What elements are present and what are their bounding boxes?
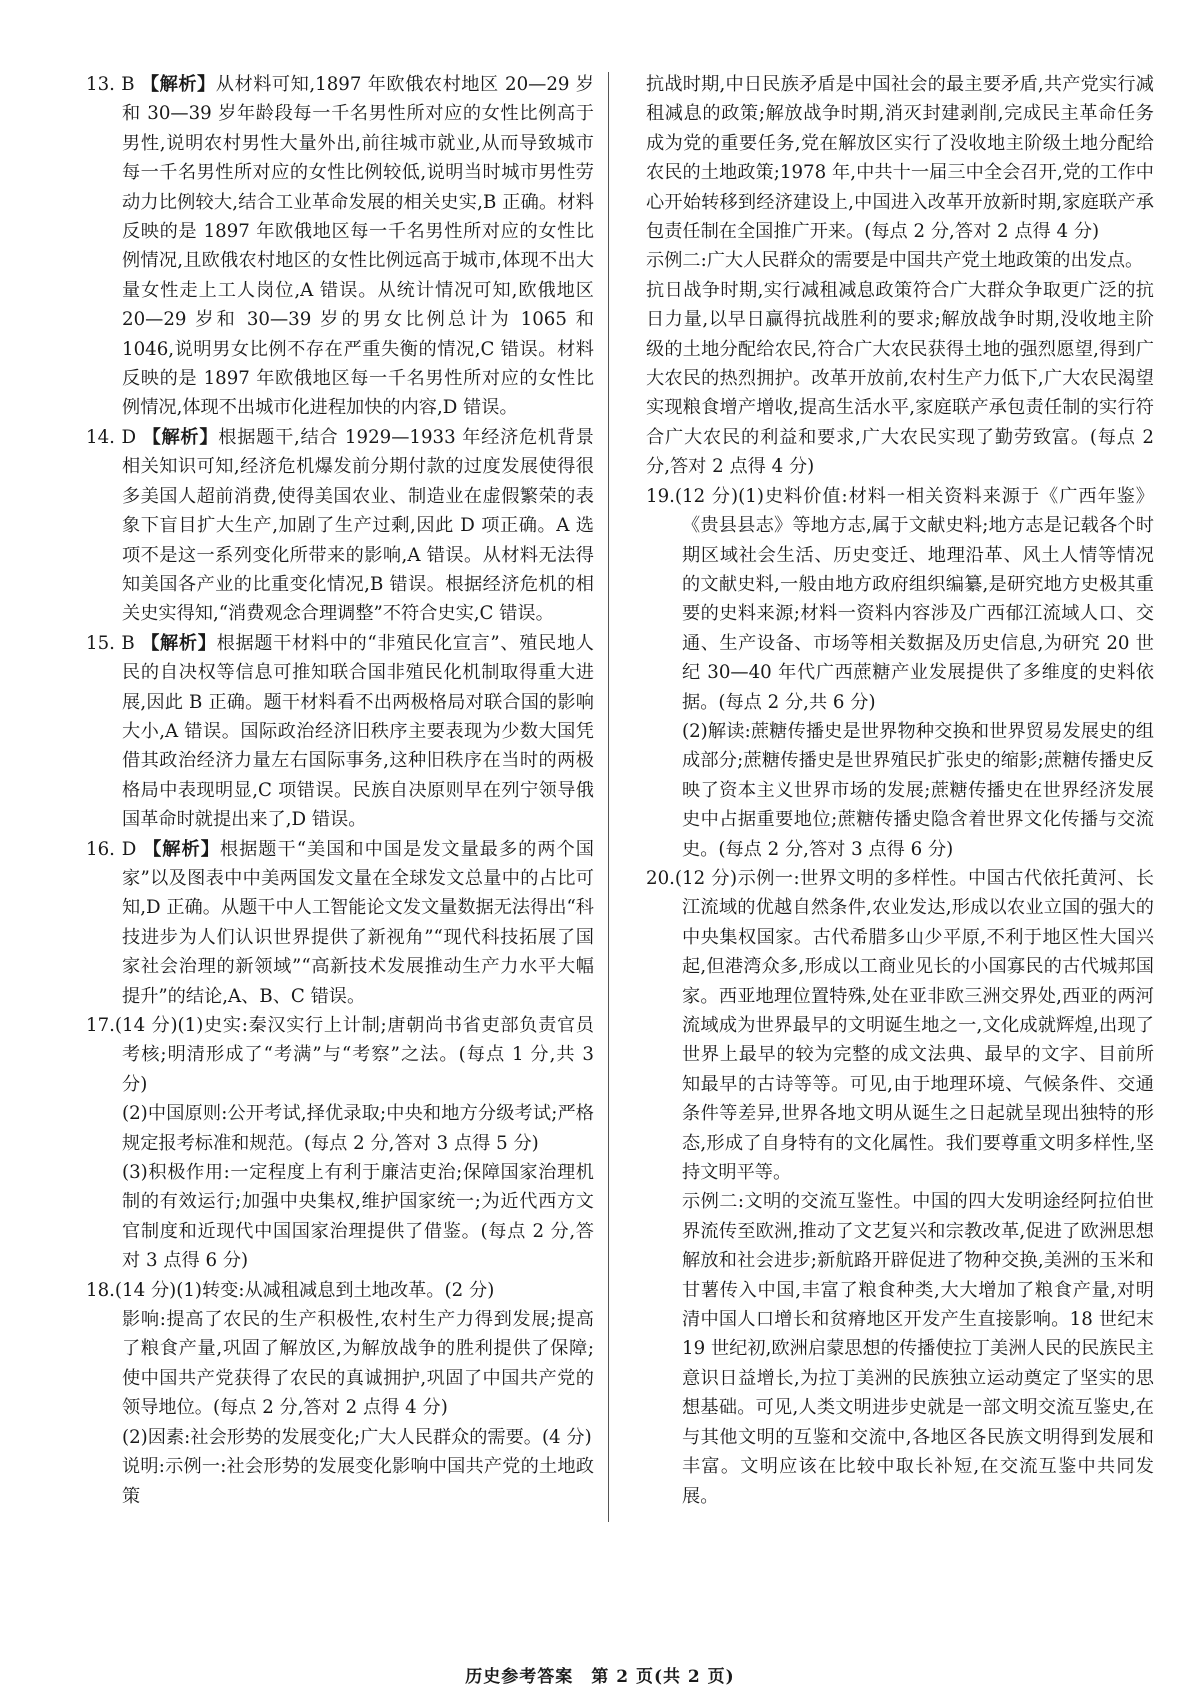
answer-15-tag: 【解析】 xyxy=(141,632,217,654)
answer-17-part-2: (2)中国原则:公开考试,择优录取;中央和地方分级考试;严格规定报考标准和规范。(每点 2 分,答对 3 点得 5 分) xyxy=(122,1103,594,1154)
answer-18-part-1: 18.(14 分)(1)转变:从减租减息到土地改革。(2 分) xyxy=(86,1279,495,1301)
answer-16-tag: 【解析】 xyxy=(143,838,220,860)
answer-19-part-2: (2)解读:蔗糖传播史是世界物种交换和世界贸易发展史的组成部分;蔗糖传播史是世界殖民扩张史的缩影;蔗糖传播史反映了资本主义世界市场的发展;蔗糖传播史在世界经济发展史中占据重要地位;蔗糖传播史隐含着世界文化传播与交流史。(每点 2 分,答对 3 点得 6 分) xyxy=(682,720,1154,860)
answer-20-example-2: 示例二:文明的交流互鉴性。中国的四大发明途经阿拉伯世界流传至欧洲,推动了文艺复兴和宗教改革,促进了欧洲思想解放和社会进步;新航路开辟促进了物种交换,美洲的玉米和甘薯传入中国,丰富了粮食种类,大大增加了粮食产量,对明清中国人口增长和贫瘠地区开发产生直接影响。18 世纪末 19 世纪初,欧洲启蒙思想的传播使拉丁美洲人民的民族民主意识日益增长,为拉丁美洲的民族独立运动奠定了坚实的思想基础。可见,人类文明进步史就是一部文明交流互鉴史,在与其他文明的互鉴和交流中,各地区各民族文明得到发展和丰富。文明应该在比较中取长补短,在交流互鉴中共同发展。 xyxy=(682,1191,1154,1507)
answer-18-part-2: (2)因素:社会形势的发展变化;广大人民群众的需要。(4 分) xyxy=(122,1426,592,1448)
answer-18-influence: 影响:提高了农民的生产积极性,农村生产力得到发展;提高了粮食产量,巩固了解放区,为解放战争的胜利提供了保障;使中国共产党获得了农民的真诚拥护,巩固了中国共产党的领导地位。(每点 2 分,答对 2 点得 4 分) xyxy=(122,1309,594,1419)
column-divider xyxy=(608,72,609,1522)
answer-13 xyxy=(86,70,594,423)
answer-15 xyxy=(86,629,594,835)
answer-19-part-1: 19.(12 分)(1)史料价值:材料一相关资料来源于《广西年鉴》《贵县县志》等地方志,属于文献史料;地方志是记载各个时期区域社会生活、历史变迁、地理沿革、风土人情等情况的文献史料,一般由地方政府组织编纂,是研究地方史极其重要的史料来源;材料一资料内容涉及广西郁江流域人口、交通、生产设备、市场等相关数据及历史信息,为研究 20 世纪 30—40 年代广西蔗糖产业发展提供了多维度的史料依据。(每点 2 分,共 6 分) xyxy=(646,485,1154,713)
answer-13-tag: 【解析】 xyxy=(140,74,216,95)
answer-15-number: 15. B xyxy=(86,632,135,654)
answer-17-part-1: 17.(14 分)(1)史实:秦汉实行上计制;唐朝尚书省吏部负责官员考核;明清形成了“考满”与“考察”之法。(每点 1 分,共 3 分) xyxy=(86,1015,594,1095)
right-column xyxy=(646,70,1154,1511)
answer-17-part-3: (3)积极作用:一定程度上有利于廉洁吏治;保障国家治理机制的有效运行;加强中央集权,维护国家统一;为近代西方文官制度和近现代中国国家治理提供了借鉴。(每点 2 分,答对 3 点得 6 分) xyxy=(122,1162,594,1272)
answer-20-example-1: 20.(12 分)示例一:世界文明的多样性。中国古代依托黄河、长江流域的优越自然条件,农业发达,形成以农业立国的强大的中央集权国家。古代希腊多山少平原,不利于地区性大国兴起,但港湾众多,形成以工商业见长的小国寡民的古代城邦国家。西亚地理位置特殊,处在亚非欧三洲交界处,西亚的两河流域成为世界最早的文明诞生地之一,文化成就辉煌,出现了世界上最早的较为完整的成文法典、最早的文字、目前所知最早的古诗等等。可见,由于地理环境、气候条件、交通条件等差异,世界各地文明从诞生之日起就呈现出独特的形态,形成了自身特有的文化属性。我们要尊重文明多样性,坚持文明平等。 xyxy=(646,867,1154,1184)
answer-14-text: 根据题干,结合 1929—1933 年经济危机背景相关知识可知,经济危机爆发前分期付款的过度发展使得很多美国人超前消费,使得美国农业、制造业在虚假繁荣的表象下盲目扩大生产,加剧了生产过剩,因此 D 项正确。A 选项不是这一系列变化所带来的影响,A 错误。从材料无法得知美国各产业的比重变化情况,B 错误。根据经济危机的相关史实得知,“消费观念合理调整”不符合史实,C 错误。 xyxy=(122,426,594,625)
answer-14-number: 14. D xyxy=(86,426,137,448)
answer-16 xyxy=(86,835,594,1011)
answer-13-text: 从材料可知,1897 年欧俄农村地区 20—29 岁和 30—39 岁年龄段每一千名男性所对应的女性比例高于男性,说明农村男性大量外出,前往城市就业,从而导致城市每一千名男性所对应的女性比例较低,说明当时城市男性劳动力比例较大,结合工业革命发展的相关史实,B 正确。材料反映的是 1897 年欧俄地区每一千名男性所对应的女性比例情况,且欧俄农村地区的女性比例远高于城市,体现不出大量女性走上工人岗位,A 错误。从统计情况可知,欧俄地区 20—29 岁和 30—39 岁的男女比例总计为 1065 和 1046,说明男女比例不存在严重失衡的情况,C 错误。材料反映的是 1897 年欧俄地区每一千名男性所对应的女性比例情况,体现不出城市化进程加快的内容,D 错误。 xyxy=(122,74,594,419)
answer-18-example-2: 抗日战争时期,实行减租减息政策符合广大群众争取更广泛的抗日力量,以早日赢得抗战胜利的要求;解放战争时期,没收地主阶级的土地分配给农民,符合广大农民获得土地的强烈愿望,得到广大农民的热烈拥护。改革开放前,农村生产力低下,广大农民渴望实现粮食增产增收,提高生活水平,家庭联产承包责任制的实行符合广大农民的利益和要求,广大农民实现了勤劳致富。(每点 2 分,答对 2 点得 4 分) xyxy=(646,279,1154,478)
answer-18-explanation: 说明:示例一:社会形势的发展变化影响中国共产党的土地政策 xyxy=(122,1456,594,1507)
answer-18-example-2-title: 示例二:广大人民群众的需要是中国共产党土地政策的出发点。 xyxy=(646,250,1144,272)
page-footer: 历史参考答案 第 2 页(共 2 页) xyxy=(465,1667,735,1687)
answer-15-text: 根据题干材料中的“非殖民化宣言”、殖民地人民的自决权等信息可推知联合国非殖民化机制取得重大进展,因此 B 正确。题干材料看不出两极格局对联合国的影响大小,A 错误。国际政治经济旧秩序主要表现为少数大国凭借其政治经济力量左右国际事务,这种旧秩序在当时的两极格局中表现明显,C 项错误。民族自决原则早在列宁领导俄国革命时就提出来了,D 错误。 xyxy=(122,632,594,831)
answer-14 xyxy=(86,423,594,629)
answer-18-example-1: 抗战时期,中日民族矛盾是中国社会的最主要矛盾,共产党实行减租减息的政策;解放战争时期,消灭封建剥削,完成民主革命任务成为党的重要任务,党在解放区实行了没收地主阶级土地分配给农民的土地政策;1978 年,中共十一届三中全会召开,党的工作中心开始转移到经济建设上,中国进入改革开放新时期,家庭联产承包责任制在全国推广开来。(每点 2 分,答对 2 点得 4 分) xyxy=(646,74,1154,243)
left-column xyxy=(86,70,594,1511)
answer-14-tag: 【解析】 xyxy=(142,426,219,448)
answer-16-text: 根据题干“美国和中国是发文量最多的两个国家”以及图表中中美两国发文量在全球发文总量中的占比可知,D 正确。从题干中人工智能论文发文量数据无法得出“科技进步为人们认识世界提供了新视角”“现代科技拓展了国家社会治理的新领域”“高新技术发展推动生产力水平大幅提升”的结论,A、B、C 错误。 xyxy=(122,838,594,1007)
answer-16-number: 16. D xyxy=(86,838,137,860)
answer-13-number: 13. B xyxy=(86,74,135,95)
